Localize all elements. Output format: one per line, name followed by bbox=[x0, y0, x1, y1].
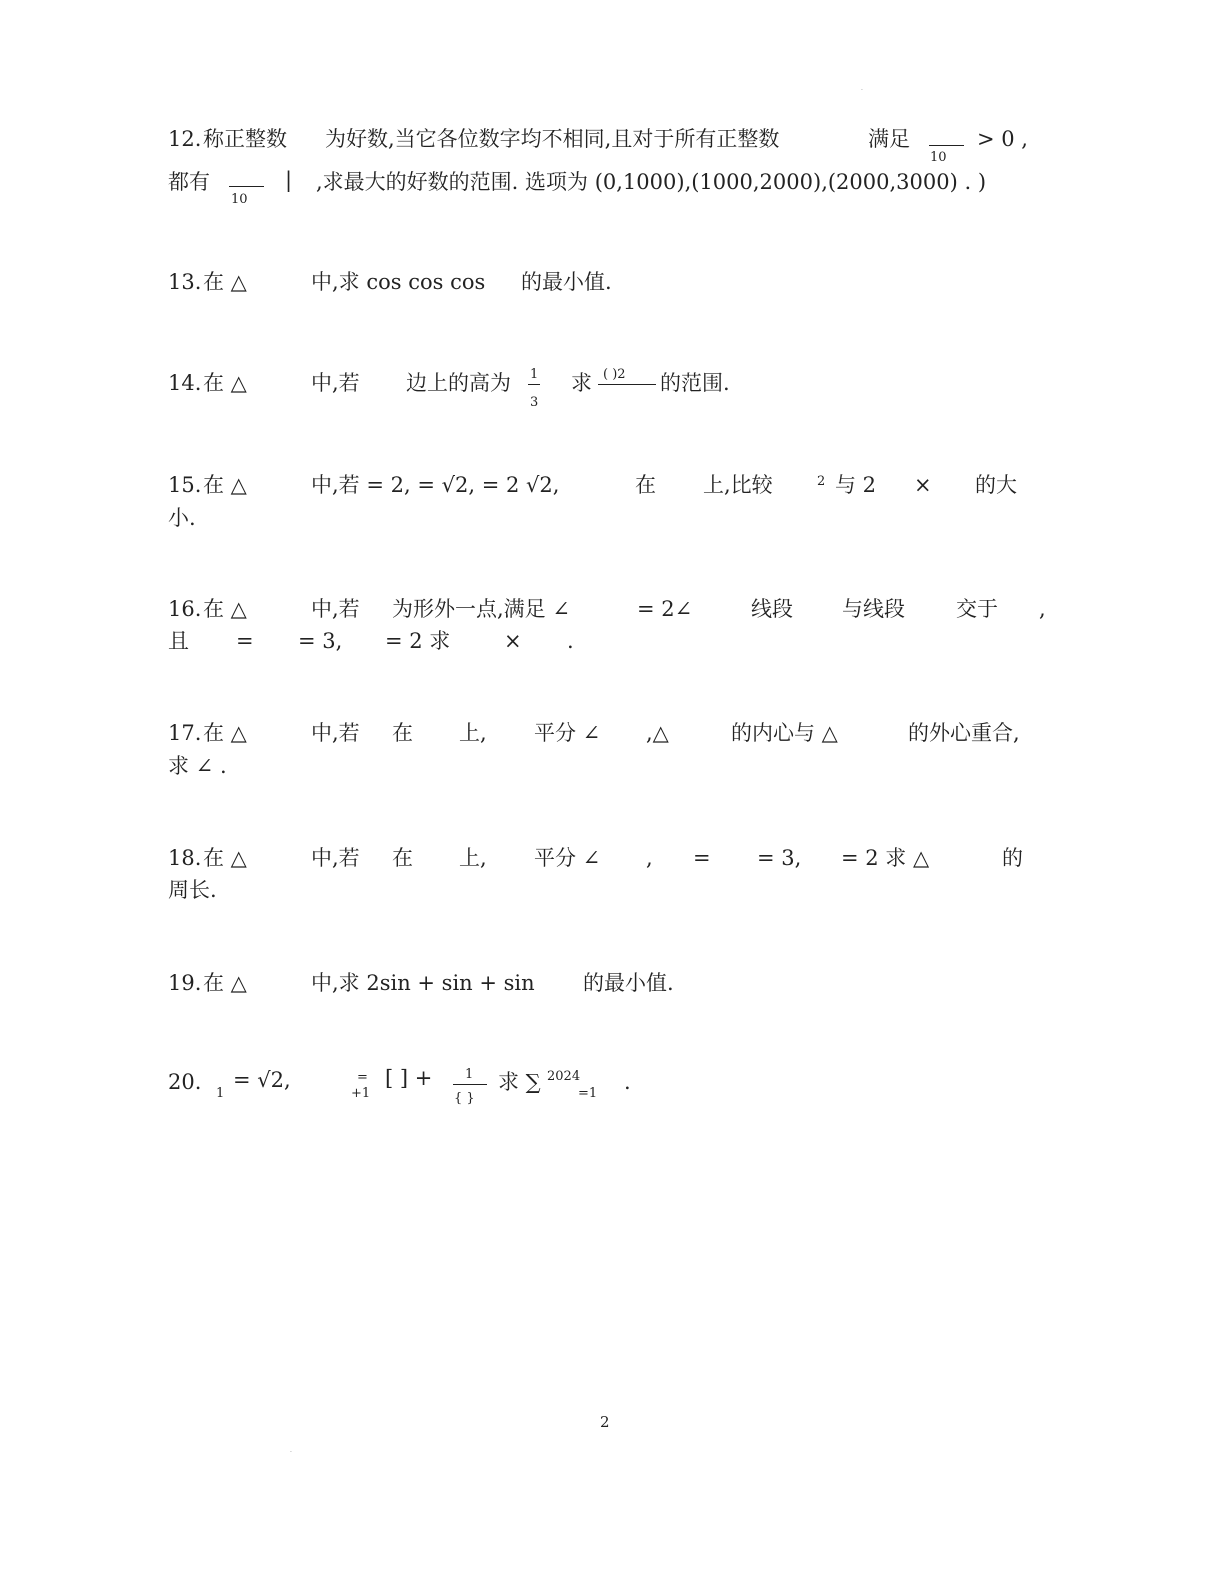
problem-text: ,求最大的好数的范围. 选项为 (0,1000),(1000,2000),(2000,3000) . ) bbox=[316, 170, 987, 194]
problem-text: × bbox=[914, 473, 932, 497]
problem-text: 在 bbox=[392, 846, 413, 870]
problem-text: 边上的高为 bbox=[406, 371, 511, 395]
fraction-bar bbox=[229, 186, 264, 187]
fraction-numerator: ( )2 bbox=[603, 367, 626, 382]
problem-number: 19. bbox=[168, 971, 202, 995]
problem-text: = 2 求 bbox=[385, 629, 451, 653]
problem-text: 小. bbox=[168, 506, 196, 530]
problem-text: 求 ∑ bbox=[498, 1070, 541, 1094]
problem-text: 在 △ bbox=[203, 846, 247, 870]
problem-text: 的最小值. bbox=[521, 270, 612, 294]
problem-text: 的外心重合, bbox=[908, 721, 1020, 745]
problem-text: 称正整数 bbox=[203, 127, 287, 151]
problem-text: 中,若 bbox=[311, 721, 360, 745]
problem-text: = 2∠ bbox=[637, 597, 693, 621]
problem-text: 中,求 2sin + sin + sin bbox=[311, 971, 535, 995]
problem-text: 的最小值. bbox=[583, 971, 674, 995]
problem-text: , bbox=[646, 846, 653, 870]
fraction-bar bbox=[453, 1084, 487, 1085]
problem-text: = 3, bbox=[757, 846, 802, 870]
problem-text: 上, bbox=[459, 721, 487, 745]
fraction-bar bbox=[929, 145, 964, 146]
problem-text: 求 ∠ . bbox=[168, 754, 227, 778]
problem-text: 在 △ bbox=[203, 270, 247, 294]
subscript: =1 bbox=[578, 1086, 598, 1101]
problem-text: 的大 bbox=[975, 473, 1017, 497]
fraction-bar bbox=[528, 384, 540, 385]
problem-text: 求 bbox=[571, 371, 592, 395]
problem-text: = 2 求 △ bbox=[841, 846, 930, 870]
problem-text: 交于 bbox=[956, 597, 998, 621]
problem-text: 线段 bbox=[751, 597, 793, 621]
page-number: 2 bbox=[600, 1413, 610, 1431]
problem-number: 18. bbox=[168, 846, 202, 870]
problem-text: 与 2 bbox=[835, 473, 877, 497]
problem-number: 15. bbox=[168, 473, 202, 497]
problem-text: = √2, bbox=[233, 1068, 291, 1092]
problem-text: > 0 , bbox=[977, 127, 1028, 151]
problem-text: 周长. bbox=[168, 878, 217, 902]
problem-text: 中,若 bbox=[311, 597, 360, 621]
problem-text: 平分 ∠ bbox=[534, 721, 601, 745]
superscript: 2 bbox=[817, 474, 826, 489]
problem-text: 在 △ bbox=[203, 597, 247, 621]
problem-number: 14. bbox=[168, 371, 202, 395]
problem-text: 平分 ∠ bbox=[534, 846, 601, 870]
problem-text: | bbox=[285, 168, 293, 192]
problem-text: = 3, bbox=[298, 629, 343, 653]
problem-number: 20. bbox=[168, 1070, 202, 1094]
problem-text: 在 bbox=[392, 721, 413, 745]
problem-number: 13. bbox=[168, 270, 202, 294]
scan-mark: . bbox=[290, 1447, 292, 1454]
problem-text: 中,若 bbox=[311, 371, 360, 395]
problem-text: [ ] + bbox=[385, 1066, 433, 1090]
problem-text: 都有 bbox=[168, 170, 210, 194]
subscript: +1 bbox=[351, 1086, 371, 1101]
scan-mark: . bbox=[861, 85, 863, 92]
problem-text: 中,若 = 2, = √2, = 2 √2, bbox=[311, 473, 560, 497]
problem-text: 在 △ bbox=[203, 473, 247, 497]
problem-number: 16. bbox=[168, 597, 202, 621]
fraction-denominator: 3 bbox=[530, 395, 539, 410]
fraction-denominator: 10 bbox=[930, 150, 947, 165]
problem-text: 在 △ bbox=[203, 721, 247, 745]
problem-text: . bbox=[624, 1070, 631, 1094]
subscript: 1 bbox=[216, 1086, 225, 1101]
problem-text: 在 △ bbox=[203, 971, 247, 995]
problem-text: 与线段 bbox=[842, 597, 905, 621]
problem-text: 在 △ bbox=[203, 371, 247, 395]
problem-text: 在 bbox=[635, 473, 656, 497]
problem-text: 中,若 bbox=[311, 846, 360, 870]
problem-text: 为好数,当它各位数字均不相同,且对于所有正整数 bbox=[325, 127, 780, 151]
problem-number: 12. bbox=[168, 127, 202, 151]
problem-text: 的范围. bbox=[660, 371, 730, 395]
problem-text: . bbox=[567, 629, 574, 653]
problem-text: ,△ bbox=[646, 721, 669, 745]
problem-text: 且 bbox=[168, 629, 189, 653]
problem-text: 满足 bbox=[868, 127, 910, 151]
problem-text: = bbox=[236, 629, 254, 653]
fraction-denominator: { } bbox=[454, 1091, 475, 1106]
problem-text: 上, bbox=[459, 846, 487, 870]
problem-number: 17. bbox=[168, 721, 202, 745]
fraction-numerator: 1 bbox=[465, 1067, 474, 1082]
problem-text: 的 bbox=[1002, 846, 1023, 870]
problem-text: = bbox=[357, 1070, 368, 1085]
fraction-denominator: 10 bbox=[231, 192, 248, 207]
fraction-numerator: 1 bbox=[530, 367, 539, 382]
problem-text: 上,比较 bbox=[703, 473, 773, 497]
fraction-bar bbox=[598, 384, 656, 385]
problem-text: 的内心与 △ bbox=[731, 721, 838, 745]
superscript: 2024 bbox=[547, 1069, 581, 1084]
problem-text: = bbox=[693, 846, 711, 870]
problem-text: 为形外一点,满足 ∠ bbox=[392, 597, 570, 621]
problem-text: 中,求 cos cos cos bbox=[311, 270, 486, 294]
problem-text: × bbox=[504, 629, 522, 653]
problem-text: , bbox=[1039, 597, 1046, 621]
